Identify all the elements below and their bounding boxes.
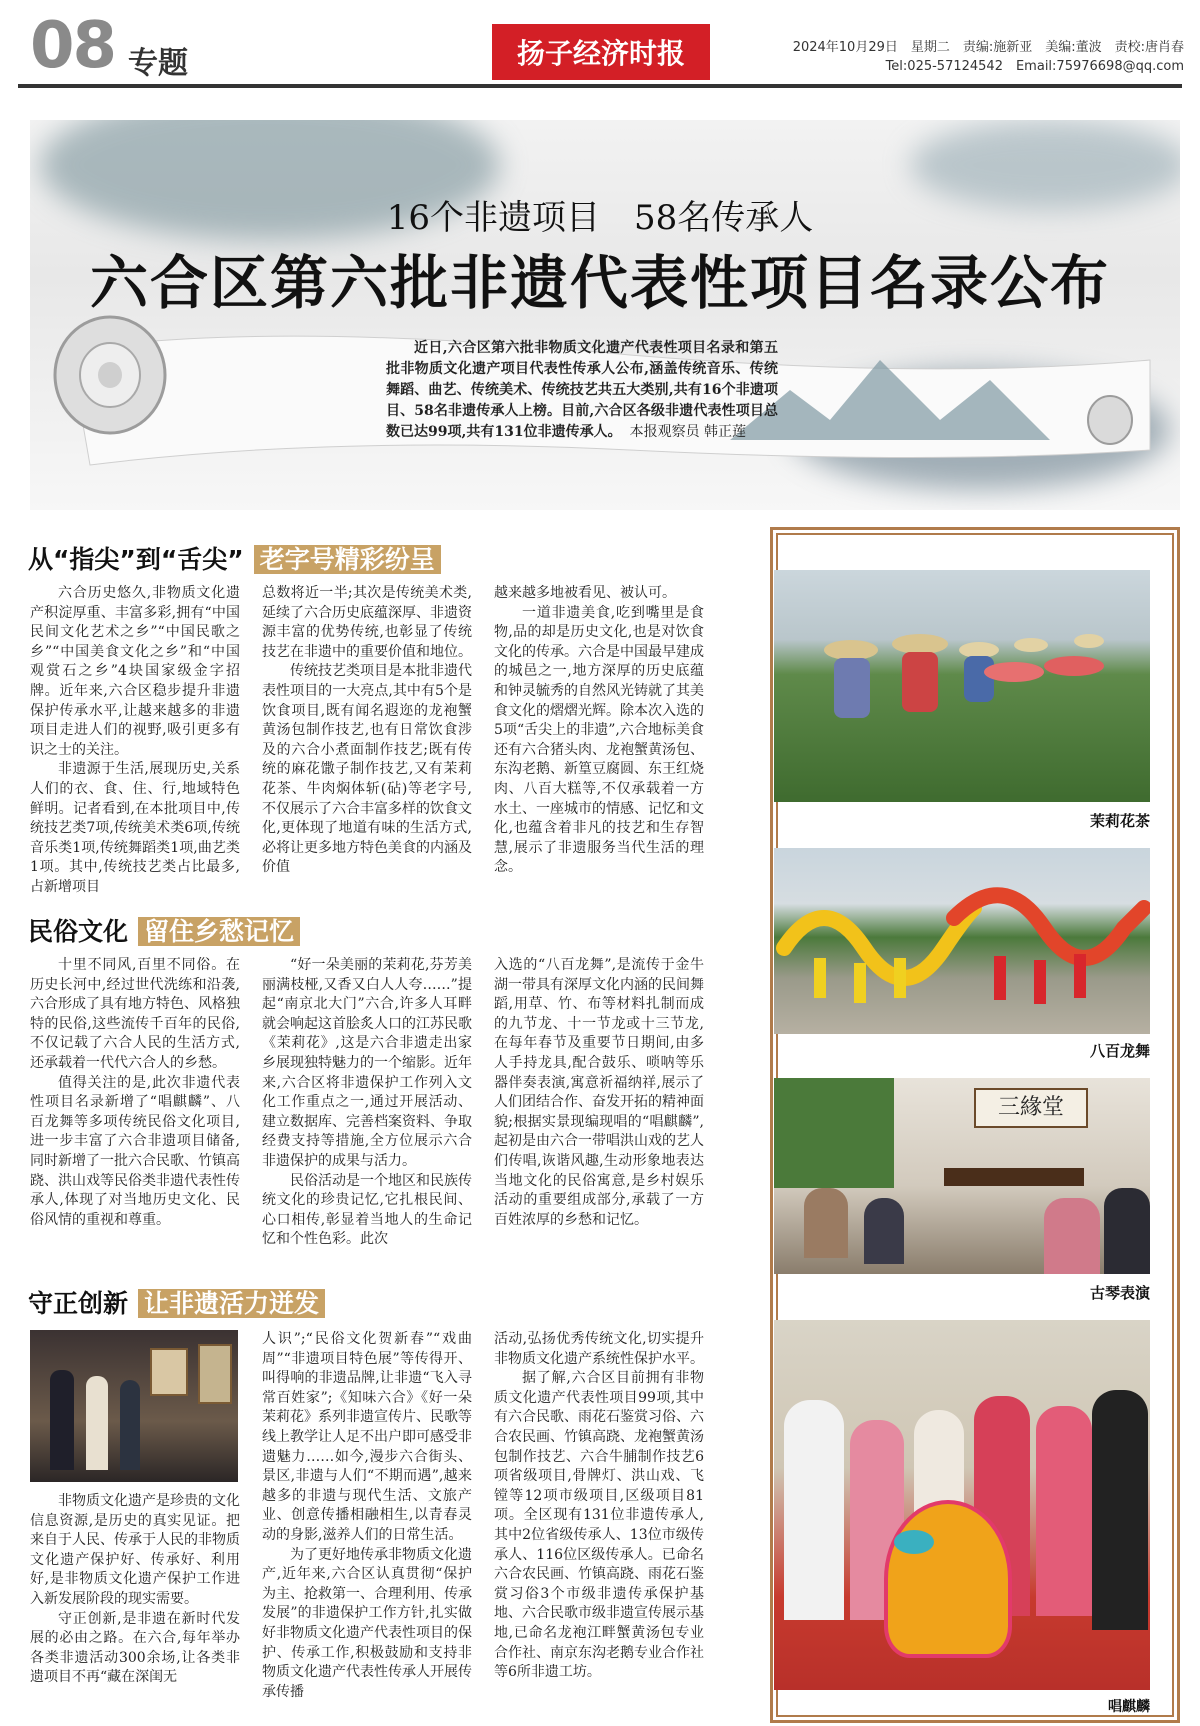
section-heading-1 <box>28 540 441 576</box>
paragraph: 六合历史悠久,非物质文化遗产积淀厚重、丰富多彩,拥有“中国民间文化艺术之乡”“中国民歌之乡”“中国美食文化之乡”和“中国观赏石之乡”4块国家级金字招牌。近年来,六合区稳步提升非遗保护传承水平,让越来越多的非遗项目走进人们的视野,吸引更多有识之士的关注。 <box>30 585 240 758</box>
article-column <box>262 1330 472 1702</box>
paragraph: 总数将近一半;其次是传统美术类,延续了六合历史底蕴深厚、非遗资源丰富的优势传统,也彰显了传统技艺在非遗中的重要价值和地位。 <box>262 585 472 660</box>
article-column <box>494 956 704 1230</box>
paragraph: 入选的“八百龙舞”,是流传于金牛湖一带具有深厚文化内涵的民间舞蹈,用草、竹、布等材料扎制而成的九节龙、十一节龙或十三节龙,在每年春节及重要节日期间,由多人手持龙具,配合鼓乐、唢呐等乐器伴奏表演,寓意祈福纳祥,展示了人们团结合作、奋发开拓的精神面貌;根据实景现编现唱的“唱麒麟”,起初是由六合一带唱洪山戏的艺人们传唱,诙谐风趣,生动形象地表达当地文化的民俗寓意,是乡村娱乐活动的重要组成部分,承载了一方百姓浓厚的乡愁和记忆。 <box>494 957 704 1228</box>
section-name: 专题 <box>128 46 188 81</box>
section-highlight: 让非遗活力迸发 <box>138 1289 325 1318</box>
paragraph: 非遗源于生活,展现历史,关系人们的衣、食、住、行,地域特色鲜明。记者看到,在本批项目中,传统技艺类7项,传统美术类6项,传统音乐类1项,传统舞蹈类1项,曲艺类1项。其中,传统技艺类占比最多,占新增项目 <box>30 761 240 895</box>
article-column <box>262 584 472 878</box>
section-heading-2 <box>28 912 300 948</box>
issue-meta: 2024年10月29日 星期二 责编:施新亚 美编:董波 责校:唐肖春 <box>792 40 1184 55</box>
contact-meta: Tel:025-57124542 Email:75976698@qq.com <box>885 59 1184 74</box>
article-column <box>494 584 704 878</box>
paragraph: 人识”;“民俗文化贺新春”“戏曲周”“非遗项目特色展”等传得开、叫得响的非遗品牌,让非遗“飞入寻常百姓家”;《知味六合》《好一朵茉莉花》系列非遗宣传片、民歌等线上教学让人足不出户即可感受非遗魅力……如今,漫步六合街头、景区,非遗与人们“不期而遇”,越来越多的非遗与现代生活、文旅产业、创意传播相融相生,以青春灵动的身影,滋养人们的日常生活。 <box>262 1331 472 1543</box>
tea-picking-photo <box>774 570 1150 802</box>
paragraph: 据了解,六合区目前拥有非物质文化遗产代表性项目99项,其中有六合民歌、雨花石鉴赏习俗、六合农民画、竹镇高跷、龙袍蟹黄汤包制作技艺、六合牛脯制作技艺6项省级项目,骨牌灯、洪山戏、飞镗等12项市级项目,区级项目81项。全区现有131位非遗传承人,其中2位省级传承人、13位市级传承人、116位区级传承人。已命名六合农民画、竹镇高跷、雨花石鉴赏习俗3个市级非遗传承保护基地、六合民歌市级非遗宣传展示基地,已命名龙袍江畔蟹黄汤包专业合作社、南京东沟老鹅专业合作社等6所非遗工坊。 <box>494 1370 704 1681</box>
paragraph: 越来越多地被看见、被认可。 <box>494 585 676 601</box>
article-column <box>30 956 240 1230</box>
paragraph: 值得关注的是,此次非遗代表性项目名录新增了“唱麒麟”、八百龙舞等多项传统民俗文化项目,进一步丰富了六合非遗项目储备,同时新增了一批六合民歌、竹镇高跷、洪山戏等民俗类非遗代表性传承人,体现了对当地历史文化、民俗风情的重视和尊重。 <box>30 1074 240 1228</box>
photo-caption: 唱麒麟 <box>1108 1699 1150 1715</box>
paragraph: “好一朵美丽的茉莉花,芬芳美丽满枝桠,又香又白人人夸……”提起“南京北大门”六合,许多人耳畔就会响起这首脍炙人口的江苏民歌《茉莉花》,这是六合非遗走出家乡展现独特魅力的一个缩影。近年来,六合区将非遗保护工作列入文化工作重点之一,通过开展活动、建立数据库、完善档案资料、争取经费支持等措施,全方位展示六合非遗保护的成果与活力。 <box>262 957 472 1169</box>
exhibition-photo <box>30 1330 238 1482</box>
paragraph: 守正创新,是非遗在新时代发展的必由之路。在六合,每年举办各类非遗活动300余场,让各类非遗项目不再“藏在深闺无 <box>30 1610 240 1686</box>
logo-text: 扬子经济时报 <box>516 37 685 70</box>
photo-caption: 茉莉花茶 <box>1089 812 1150 830</box>
byline: 本报观察员 韩正莲 <box>629 424 747 440</box>
page-number: 08 <box>30 9 116 83</box>
article-column <box>30 1492 240 1688</box>
paragraph: 民俗活动是一个地区和民族传统文化的珍贵记忆,它扎根民间、心口相传,彰显着当地人的生命记忆和个性色彩。此次 <box>262 1172 472 1248</box>
guqin-photo <box>774 1078 1150 1274</box>
lead-paragraph <box>386 338 778 443</box>
paragraph: 一道非遗美食,吃到嘴里是食物,品的却是历史文化,也是对饮食文化的传承。六合是中国最早建成的城邑之一,地方深厚的历史底蕴和钟灵毓秀的自然风光铸就了其美食文化的熠熠光辉。除本次入选的5项“舌尖上的非遗”,六合地标美食还有六合猪头肉、龙袍蟹黄汤包、东沟老鹅、新篁豆腐圆、东王红烧肉、八百大糕等,不仅承载着一方水土、一座城市的情感、记忆和文化,也蕴含着非凡的技艺和生存智慧,展示了非遗服务当代生活的理念。 <box>494 604 704 876</box>
paragraph: 十里不同风,百里不同俗。在历史长河中,经过世代洗练和沿袭,六合形成了具有地方特色、风格独特的民俗,这些流传千百年的民俗,不仅记载了六合人民的生活方式,还承载着一代代六合人的乡愁。 <box>30 957 240 1071</box>
qilin-photo <box>774 1320 1150 1690</box>
paragraph: 为了更好地传承非物质文化遗产,近年来,六合区认真贯彻“保护为主、抢救第一、合理利用、传承发展”的非遗保护工作方针,扎实做好非物质文化遗产代表性项目的保护、传承工作,积极鼓励和支持非物质文化遗产代表性传承人开展传承传播 <box>262 1546 472 1700</box>
section-highlight: 留住乡愁记忆 <box>138 917 300 946</box>
dragon-shapes <box>774 848 1150 1034</box>
headline-title: 六合区第六批非遗代表性项目名录公布 <box>89 249 1110 317</box>
section-title: 民俗文化 <box>28 917 129 946</box>
paragraph: 非物质文化遗产是珍贵的文化信息资源,是历史的真实见证。把来自于人民、传承于人民的非物质文化遗产保护好、传承好、利用好,是非物质文化遗产保护工作进入新发展阶段的现实需要。 <box>30 1493 240 1607</box>
lead-text: 近日,六合区第六批非物质文化遗产代表性项目名录和第五批非物质文化遗产项目代表性传承人公布,涵盖传统音乐、传统舞蹈、曲艺、传统美术、传统技艺共五大类别,共有16个非遗项目、58名非遗传承人上榜。目前,六合区各级非遗代表性项目总数已达99项,共有131位非遗传承人。 <box>386 340 778 440</box>
article-column <box>30 584 240 898</box>
article-column <box>262 956 472 1250</box>
section-highlight: 老字号精彩纷呈 <box>254 545 441 574</box>
newspaper-logo <box>492 24 710 80</box>
header-rule <box>18 84 1182 88</box>
photo-caption: 古琴表演 <box>1089 1284 1150 1302</box>
photo-caption: 八百龙舞 <box>1089 1042 1150 1060</box>
section-title: 从“指尖”到“舌尖” <box>28 545 244 574</box>
headline-subtitle: 16个非遗项目 58名传承人 <box>386 198 814 238</box>
hall-sign: 三緣堂 <box>974 1088 1088 1128</box>
paragraph: 传统技艺类项目是本批非遗代表性项目的一大亮点,其中有5个是饮食项目,既有闻名遐迩的龙袍蟹黄汤包制作技艺,也有日常饮食涉及的六合小煮面制作技艺;既有传统的麻花馓子制作技艺,又有茉莉花茶、牛肉焖体斩(砧)等老字号,不仅展示了六合丰富多样的饮食文化,更体现了地道有味的生活方式,必将让更多地方特色美食的内涵及价值 <box>262 663 472 876</box>
paragraph: 活动,弘扬优秀传统文化,切实提升非物质文化遗产系统性保护水平。 <box>494 1331 704 1367</box>
dragon-dance-photo <box>774 848 1150 1034</box>
section-title: 守正创新 <box>28 1289 129 1318</box>
article-column <box>494 1330 704 1683</box>
section-heading-3 <box>28 1284 325 1320</box>
